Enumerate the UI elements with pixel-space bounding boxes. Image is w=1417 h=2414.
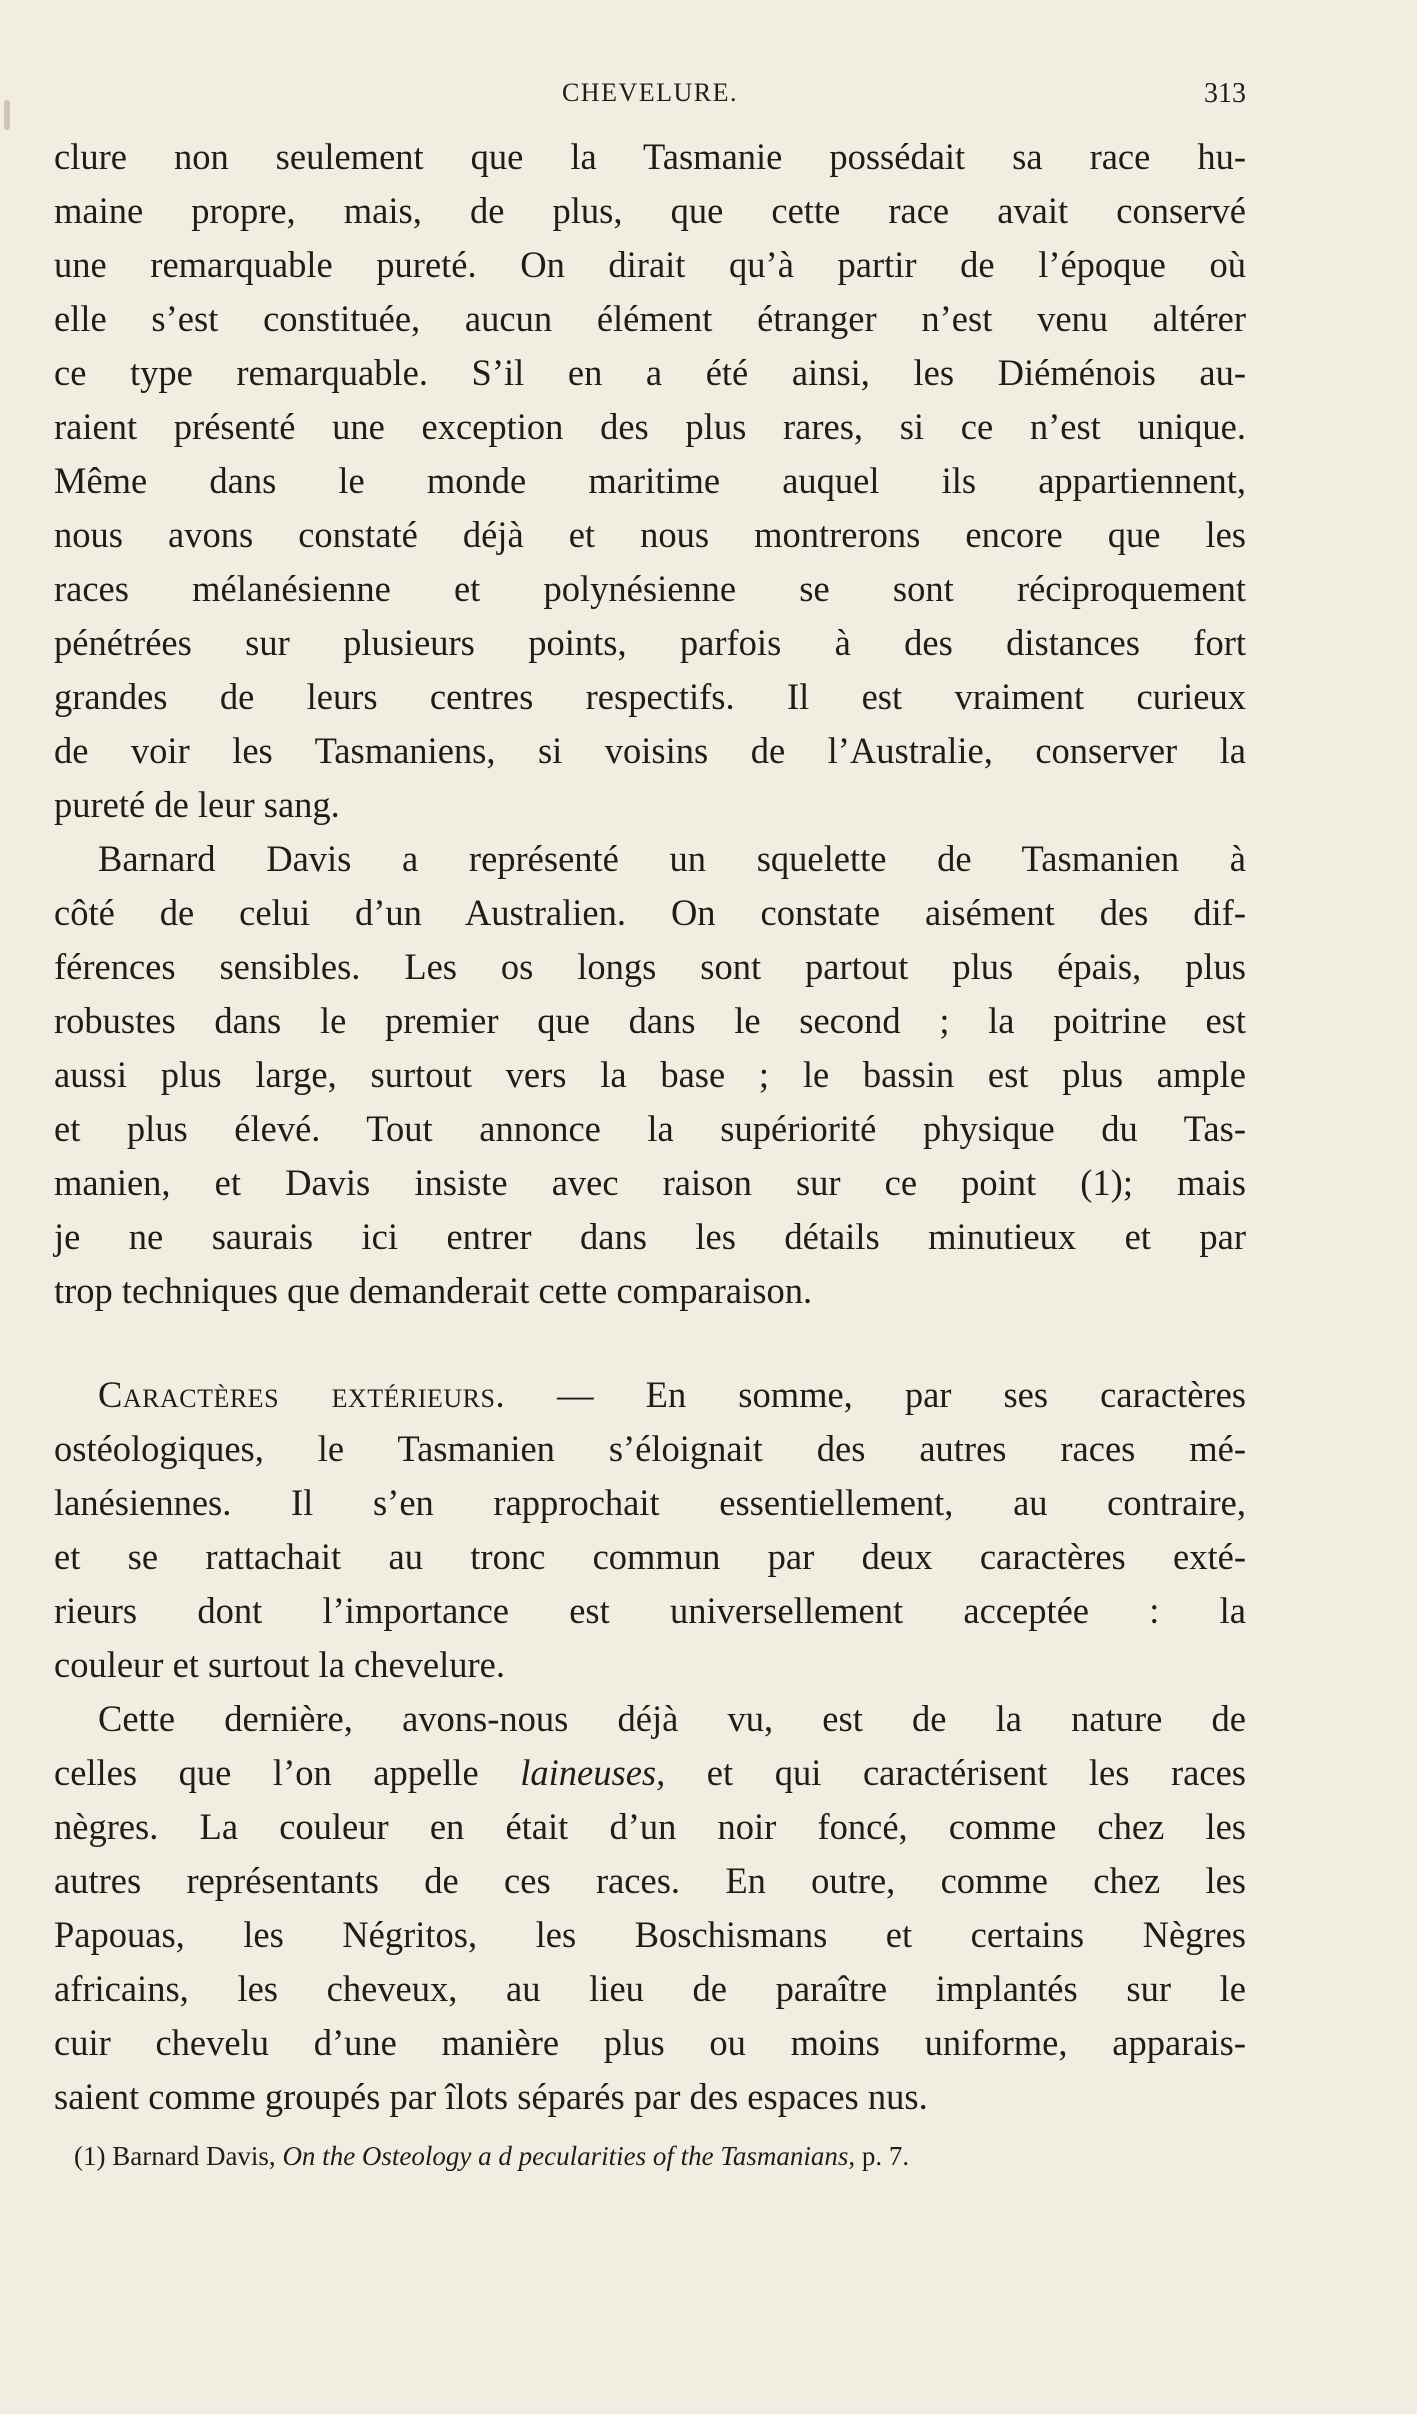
text-line: rieurs dont l’importance est universellement acceptée : la: [54, 1590, 1246, 1631]
text-line: manien, et Davis insiste avec raison sur ce point (1); mais: [54, 1162, 1246, 1203]
text-segment: celles que l’on appelle: [54, 1752, 521, 1793]
text-line: grandes de leurs centres respectifs. Il est vraiment curieux: [54, 676, 1246, 717]
text-line: je ne saurais ici entrer dans les détails minutieux et par: [54, 1216, 1246, 1257]
text-line: Cette dernière, avons-nous déjà vu, est de la nature de: [98, 1698, 1246, 1739]
text-line: et plus élevé. Tout annonce la supériorité physique du Tas-: [54, 1108, 1246, 1149]
footnote-page: p. 7.: [855, 2141, 910, 2171]
text-line: pénétrées sur plusieurs points, parfois à des distances fort: [54, 622, 1246, 663]
text-line: couleur et surtout la chevelure.: [54, 1644, 505, 1685]
section-heading: Caractères extérieurs.: [98, 1374, 506, 1415]
footnote: [74, 2141, 909, 2172]
text-line: pureté de leur sang.: [54, 784, 340, 825]
text-line: raient présenté une exception des plus rares, si ce n’est unique.: [54, 406, 1246, 447]
text-line: une remarquable pureté. On dirait qu’à partir de l’époque où: [54, 244, 1246, 285]
text-line-mixed: [54, 1746, 1246, 1800]
italic-term: laineuses,: [520, 1752, 666, 1793]
text-line: clure non seulement que la Tasmanie possédait sa race hu-: [54, 136, 1246, 177]
text-line: nous avons constaté déjà et nous montrerons encore que les: [54, 514, 1246, 555]
text-line: nègres. La couleur en était d’un noir foncé, comme chez les: [54, 1806, 1246, 1847]
text-line: robustes dans le premier que dans le second ; la poitrine est: [54, 1000, 1246, 1041]
text-line: africains, les cheveux, au lieu de paraître implantés sur le: [54, 1968, 1246, 2009]
footnote-marker: (1): [74, 2141, 106, 2171]
footnote-title: On the Osteology a d pecularities of the Tasmanians,: [282, 2141, 856, 2171]
running-title: CHEVELURE.: [561, 78, 739, 107]
text-line: trop techniques que demanderait cette comparaison.: [54, 1270, 813, 1311]
text-line: Barnard Davis a représenté un squelette de Tasmanien à: [98, 838, 1246, 879]
text-line: elle s’est constituée, aucun élément étranger n’est venu altérer: [54, 298, 1246, 339]
page-number: 313: [1204, 78, 1246, 109]
text-segment: — En somme, par ses caractères: [505, 1374, 1246, 1415]
text-line: de voir les Tasmaniens, si voisins de l’Australie, conserver la: [54, 730, 1246, 771]
text-line: races mélanésienne et polynésienne se sont réciproquement: [54, 568, 1246, 609]
section-heading-line: [54, 1368, 1246, 1422]
text-line: Papouas, les Négritos, les Boschismans et certains Nègres: [54, 1914, 1246, 1955]
text-line: aussi plus large, surtout vers la base ; le bassin est plus ample: [54, 1054, 1246, 1095]
body-text: [54, 130, 1246, 2124]
section-gap: [54, 1318, 1246, 1368]
text-line: cuir chevelu d’une manière plus ou moins uniforme, apparais-: [54, 2022, 1246, 2063]
text-line: ce type remarquable. S’il en a été ainsi, les Diéménois au-: [54, 352, 1246, 393]
text-line: Même dans le monde maritime auquel ils appartiennent,: [54, 460, 1246, 501]
paper-stain: [4, 100, 10, 130]
text-line: férences sensibles. Les os longs sont partout plus épais, plus: [54, 946, 1246, 987]
text-line: ostéologiques, le Tasmanien s’éloignait des autres races mé-: [54, 1428, 1246, 1469]
text-line: saient comme groupés par îlots séparés par des espaces nus.: [54, 2076, 928, 2117]
text-line: et se rattachait au tronc commun par deux caractères exté-: [54, 1536, 1246, 1577]
text-line: côté de celui d’un Australien. On constate aisément des dif-: [54, 892, 1246, 933]
text-line: lanésiennes. Il s’en rapprochait essentiellement, au contraire,: [54, 1482, 1246, 1523]
footnote-author: Barnard Davis,: [105, 2141, 283, 2171]
text-segment: et qui caractérisent les races: [665, 1752, 1246, 1793]
running-head: [54, 78, 1246, 118]
text-line: autres représentants de ces races. En outre, comme chez les: [54, 1860, 1246, 1901]
text-line: maine propre, mais, de plus, que cette race avait conservé: [54, 190, 1246, 231]
